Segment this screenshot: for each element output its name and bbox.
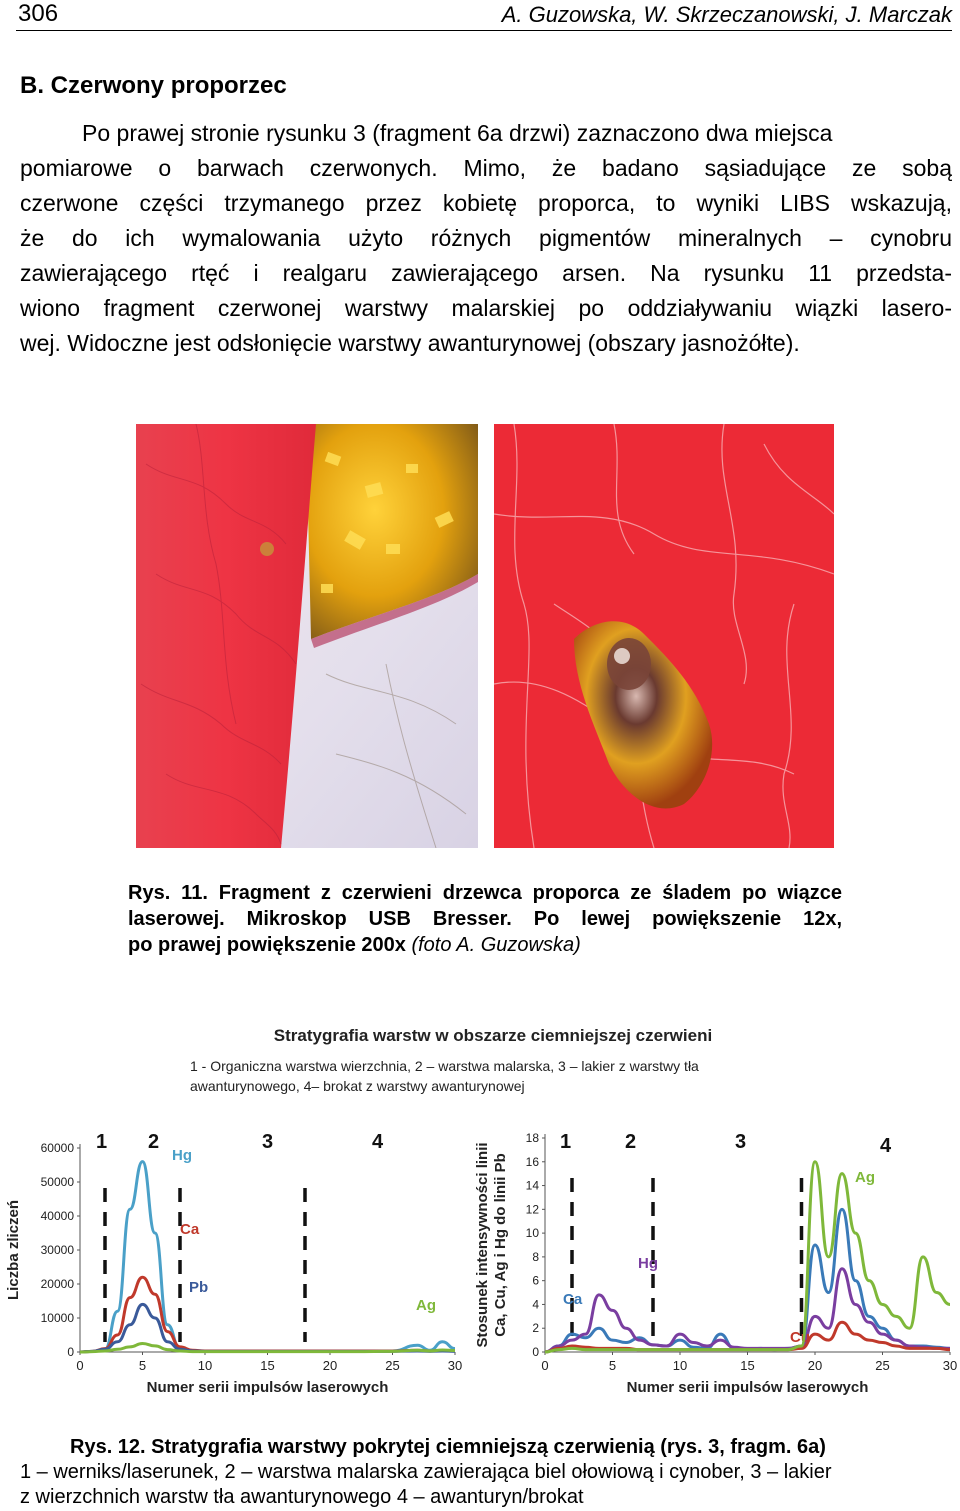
x-tick-label: 30 xyxy=(942,1358,958,1373)
layer-label: 4 xyxy=(880,1135,892,1157)
series-label-ag: Ag xyxy=(855,1169,875,1186)
y-tick-label: 20000 xyxy=(40,1277,74,1291)
y-tick-label: 18 xyxy=(525,1131,539,1145)
microscope-photo-12x xyxy=(136,424,478,848)
paragraph-line: zawierającego rtęć i realgaru zawierającego arsen. Na rysunku 11 przedsta- xyxy=(20,260,952,286)
series-label-pb: Pb xyxy=(189,1279,209,1296)
figure-12-legend-line: awanturynowego, 4– brokat z warstwy awanturynowej xyxy=(190,1078,525,1094)
y-axis-label-line: Ca, Cu, Ag i Hg do linii Pb xyxy=(492,1153,509,1337)
x-axis-label: Numer serii impulsów laserowych xyxy=(626,1379,869,1396)
layer-label: 1 xyxy=(560,1131,572,1153)
y-axis-label xyxy=(474,1142,509,1347)
y-tick-label: 4 xyxy=(532,1297,539,1312)
x-tick-label: 20 xyxy=(807,1358,823,1373)
x-tick-label: 25 xyxy=(875,1358,890,1373)
caption-line: laserowej. Mikroskop USB Bresser. Po lewej powiększenie 12x, xyxy=(128,908,842,930)
series-label-ag: Ag xyxy=(416,1297,436,1314)
layer-label: 1 xyxy=(96,1131,108,1153)
layer-label: 2 xyxy=(148,1131,160,1153)
x-tick-label: 20 xyxy=(322,1358,338,1373)
paragraph-line: wej. Widoczne jest odsłonięcie warstwy awanturynowej (obszary jasnożółte). xyxy=(20,330,800,356)
y-tick-label: 50000 xyxy=(40,1175,74,1189)
y-tick-label: 12 xyxy=(525,1202,539,1217)
body-paragraph xyxy=(20,116,952,361)
layer-label: 3 xyxy=(735,1131,747,1153)
x-tick-label: 5 xyxy=(138,1358,147,1373)
caption-text: po prawej powiększenie 200x xyxy=(128,934,406,956)
x-axis-label: Numer serii impulsów laserowych xyxy=(146,1379,389,1396)
y-axis-label-line: Stosunek intensywności linii xyxy=(474,1142,491,1348)
microscope-photo-200x xyxy=(494,424,834,848)
y-tick-label: 60000 xyxy=(40,1141,74,1155)
caption-line: Rys. 11. Fragment z czerwieni drzewca proporca ze śladem po wiązce xyxy=(128,882,842,904)
x-tick-label: 15 xyxy=(740,1358,755,1373)
x-tick-label: 5 xyxy=(608,1358,617,1373)
header-rule xyxy=(16,30,952,31)
figure-12-caption-title: Rys. 12. Stratygrafia warstwy pokrytej ciemniejszą czerwienią (rys. 3, fragm. 6a) xyxy=(70,1436,826,1458)
y-tick-label: 30000 xyxy=(40,1243,74,1257)
x-tick-label: 0 xyxy=(541,1358,549,1373)
series-label-hg: Hg xyxy=(172,1147,192,1164)
x-tick-label: 10 xyxy=(672,1358,688,1373)
figure-12-title: Stratygrafia warstw w obszarze ciemniejszej czerwieni xyxy=(273,1026,713,1045)
series-label-hg: Hg xyxy=(638,1255,658,1272)
y-tick-label: 10 xyxy=(525,1226,539,1241)
y-tick-label: 16 xyxy=(525,1154,539,1169)
series-label-cu: Cu xyxy=(790,1329,810,1346)
y-tick-label: 14 xyxy=(525,1178,539,1193)
paragraph-line: pomiarowe o barwach czerwonych. Mimo, że badano sąsiadujące ze sobą xyxy=(20,155,952,181)
x-tick-label: 15 xyxy=(260,1358,275,1373)
chart-intensity-ratio xyxy=(474,1131,957,1396)
layer-label: 4 xyxy=(372,1131,384,1153)
x-tick-label: 25 xyxy=(385,1358,400,1373)
photo-credit: (foto A. Guzowska) xyxy=(411,934,581,956)
y-tick-label: 40000 xyxy=(40,1209,74,1223)
y-tick-label: 0 xyxy=(532,1345,539,1359)
series-label-ca: Ca xyxy=(563,1291,583,1308)
layer-label: 3 xyxy=(262,1131,274,1153)
y-axis-label: Liczba zliczeń xyxy=(5,1199,22,1301)
x-tick-label: 30 xyxy=(447,1358,463,1373)
series-label-ca: Ca xyxy=(180,1221,200,1238)
figure-12-legend-line: 1 - Organiczna warstwa wierzchnia, 2 – warstwa malarska, 3 – lakier z warstwy tła xyxy=(190,1058,699,1074)
y-tick-label: 8 xyxy=(532,1249,539,1264)
y-tick-label: 2 xyxy=(532,1321,539,1336)
x-tick-label: 0 xyxy=(76,1358,84,1373)
section-heading: B. Czerwony proporzec xyxy=(20,72,287,99)
stratigraphy-figure xyxy=(0,1010,960,1410)
series-line-ag xyxy=(545,1162,950,1352)
series-line-ca xyxy=(545,1209,950,1352)
caption-line xyxy=(128,932,842,958)
y-tick-label: 6 xyxy=(532,1273,539,1288)
paragraph-line: czerwone części trzymanego przez kobietę proporca, to wyniki LIBS wskazują, xyxy=(20,190,952,216)
series-line-ag xyxy=(80,1344,455,1353)
y-tick-label: 0 xyxy=(67,1345,74,1359)
running-header-authors: A. Guzowska, W. Skrzeczanowski, J. Marczak xyxy=(501,2,952,27)
figure-11-caption xyxy=(128,880,842,958)
series-line-hg xyxy=(80,1162,455,1352)
figure-12-caption-line: z wierzchnich warstw tła awanturynowego 4 – awanturyn/brokat xyxy=(20,1486,584,1508)
paragraph-line: Po prawej stronie rysunku 3 (fragment 6a drzwi) zaznaczono dwa miejsca xyxy=(82,120,833,146)
x-tick-label: 10 xyxy=(197,1358,213,1373)
chart-counts xyxy=(5,1131,462,1396)
page-number: 306 xyxy=(18,0,59,27)
y-tick-label: 10000 xyxy=(40,1311,74,1325)
figure-12-caption-line: 1 – werniks/laserunek, 2 – warstwa malarska zawierająca biel ołowiową i cynober, 3 – lakier xyxy=(20,1461,832,1483)
layer-label: 2 xyxy=(625,1131,637,1153)
paragraph-line: wiono fragment czerwonej warstwy malarskiej po oddziaływaniu wiązki lasero- xyxy=(20,295,952,321)
paragraph-line: że do ich wymalowania użyto różnych pigmentów mineralnych – cynobru xyxy=(20,225,952,251)
